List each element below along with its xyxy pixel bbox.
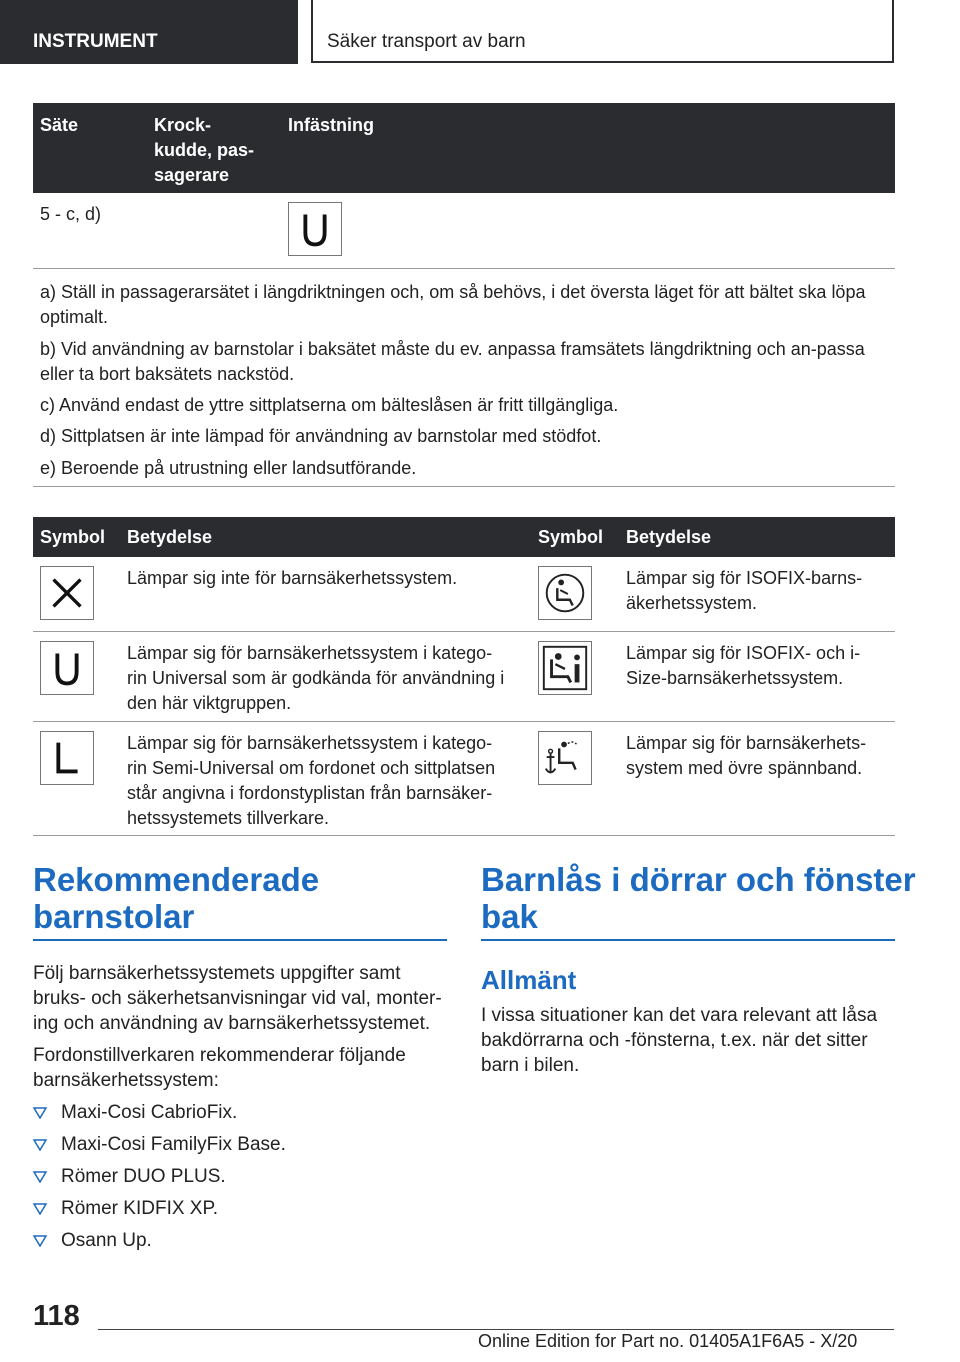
heading-underline xyxy=(33,939,447,941)
chapter-title: Säker transport av barn xyxy=(327,31,526,52)
header-meaning-2: Betydelse xyxy=(626,527,712,547)
table-divider xyxy=(33,721,895,722)
subheading: Allmänt xyxy=(481,965,577,995)
header-mounting: Infästning xyxy=(288,115,374,135)
symbol-meaning: Lämpar sig för barnsäkerhets- system med övre spännband. xyxy=(626,733,867,778)
triangle-bullet-icon xyxy=(33,1107,47,1119)
tether-anchor-icon xyxy=(538,731,592,785)
isofix-icon xyxy=(538,566,592,620)
symbol-meaning: Lämpar sig för barnsäkerhetssystem i katego- rin Universal som är godkända för användning i den här viktgruppen. xyxy=(127,643,505,713)
header-seat: Säte xyxy=(40,115,79,135)
symbol-meaning: Lämpar sig för ISOFIX- och i- Size-barnsäkerhetssystem. xyxy=(626,643,861,688)
u-icon xyxy=(40,641,94,695)
u-icon xyxy=(288,202,342,256)
footer-divider xyxy=(98,1329,894,1330)
section-heading: Barnlås i dörrar och fönster bak xyxy=(481,861,916,935)
section-tab xyxy=(0,0,298,64)
page-number: 118 xyxy=(33,1300,80,1332)
header-symbol-2: Symbol xyxy=(538,527,604,547)
header-airbag: Krock- kudde, pas- sagerare xyxy=(154,115,255,185)
symbol-meaning: Lämpar sig för barnsäkerhetssystem i katego- rin Semi-Universal om fordonet och sittplatsen står angivna i fordonstyplistan från barnsäker- hetssystemets tillverkare. xyxy=(127,733,496,828)
section-title: INSTRUMENT xyxy=(33,31,158,52)
table-divider xyxy=(33,631,895,632)
manufacturer-paragraph: Fordonstillverkaren rekommenderar följande barnsäkerhetssystem: xyxy=(33,1045,406,1091)
header-symbol-1: Symbol xyxy=(40,527,106,547)
note-e: e) Beroende på utrustning eller landsutförande. xyxy=(40,458,417,478)
symbol-meaning: Lämpar sig inte för barnsäkerhetssystem. xyxy=(127,568,458,588)
triangle-bullet-icon xyxy=(33,1203,47,1215)
isize-icon xyxy=(538,641,592,695)
intro-paragraph: Följ barnsäkerhetssystemets uppgifter samt bruks- och säkerhetsanvisningar vid val, monter- ing och användning av barnsäkerhetssystemet. xyxy=(33,963,442,1034)
seat-table-header xyxy=(33,103,895,193)
symbol-meaning: Lämpar sig för ISOFIX-barns- äkerhetssystem. xyxy=(626,568,863,613)
seat-cell: 5 - c, d) xyxy=(40,204,102,224)
table-divider xyxy=(33,835,895,836)
section-heading: Rekommenderade barnstolar xyxy=(33,861,320,935)
header-meaning-1: Betydelse xyxy=(127,527,213,547)
table-divider xyxy=(33,486,895,487)
footer-edition: Online Edition for Part no. 01405A1F6A5 - X/20 xyxy=(478,1331,858,1351)
heading-underline xyxy=(481,939,895,941)
note-a: a) Ställ in passagerarsätet i längdriktningen och, om så behövs, i det översta läget för att bältet ska löpa optimalt. xyxy=(40,282,866,327)
x-icon xyxy=(40,566,94,620)
note-b: b) Vid användning av barnstolar i baksätet måste du ev. anpassa framsätets längdriktning och an-passa eller ta bort baksätets nackstöd. xyxy=(40,339,865,384)
triangle-bullet-icon xyxy=(33,1171,47,1183)
triangle-bullet-icon xyxy=(33,1235,47,1247)
symbol-table-header xyxy=(33,517,895,557)
triangle-bullet-icon xyxy=(33,1139,47,1151)
childlock-paragraph: I vissa situationer kan det vara relevant att låsa bakdörrarna och -fönsterna, t.ex. när det sitter barn i bilen. xyxy=(481,1005,878,1076)
note-c: c) Använd endast de yttre sittplatserna om bälteslåsen är fritt tillgängliga. xyxy=(40,395,619,415)
chapter-tab xyxy=(311,0,894,63)
table-divider xyxy=(33,268,895,269)
l-icon xyxy=(40,731,94,785)
note-d: d) Sittplatsen är inte lämpad för användning av barnstolar med stödfot. xyxy=(40,426,602,446)
